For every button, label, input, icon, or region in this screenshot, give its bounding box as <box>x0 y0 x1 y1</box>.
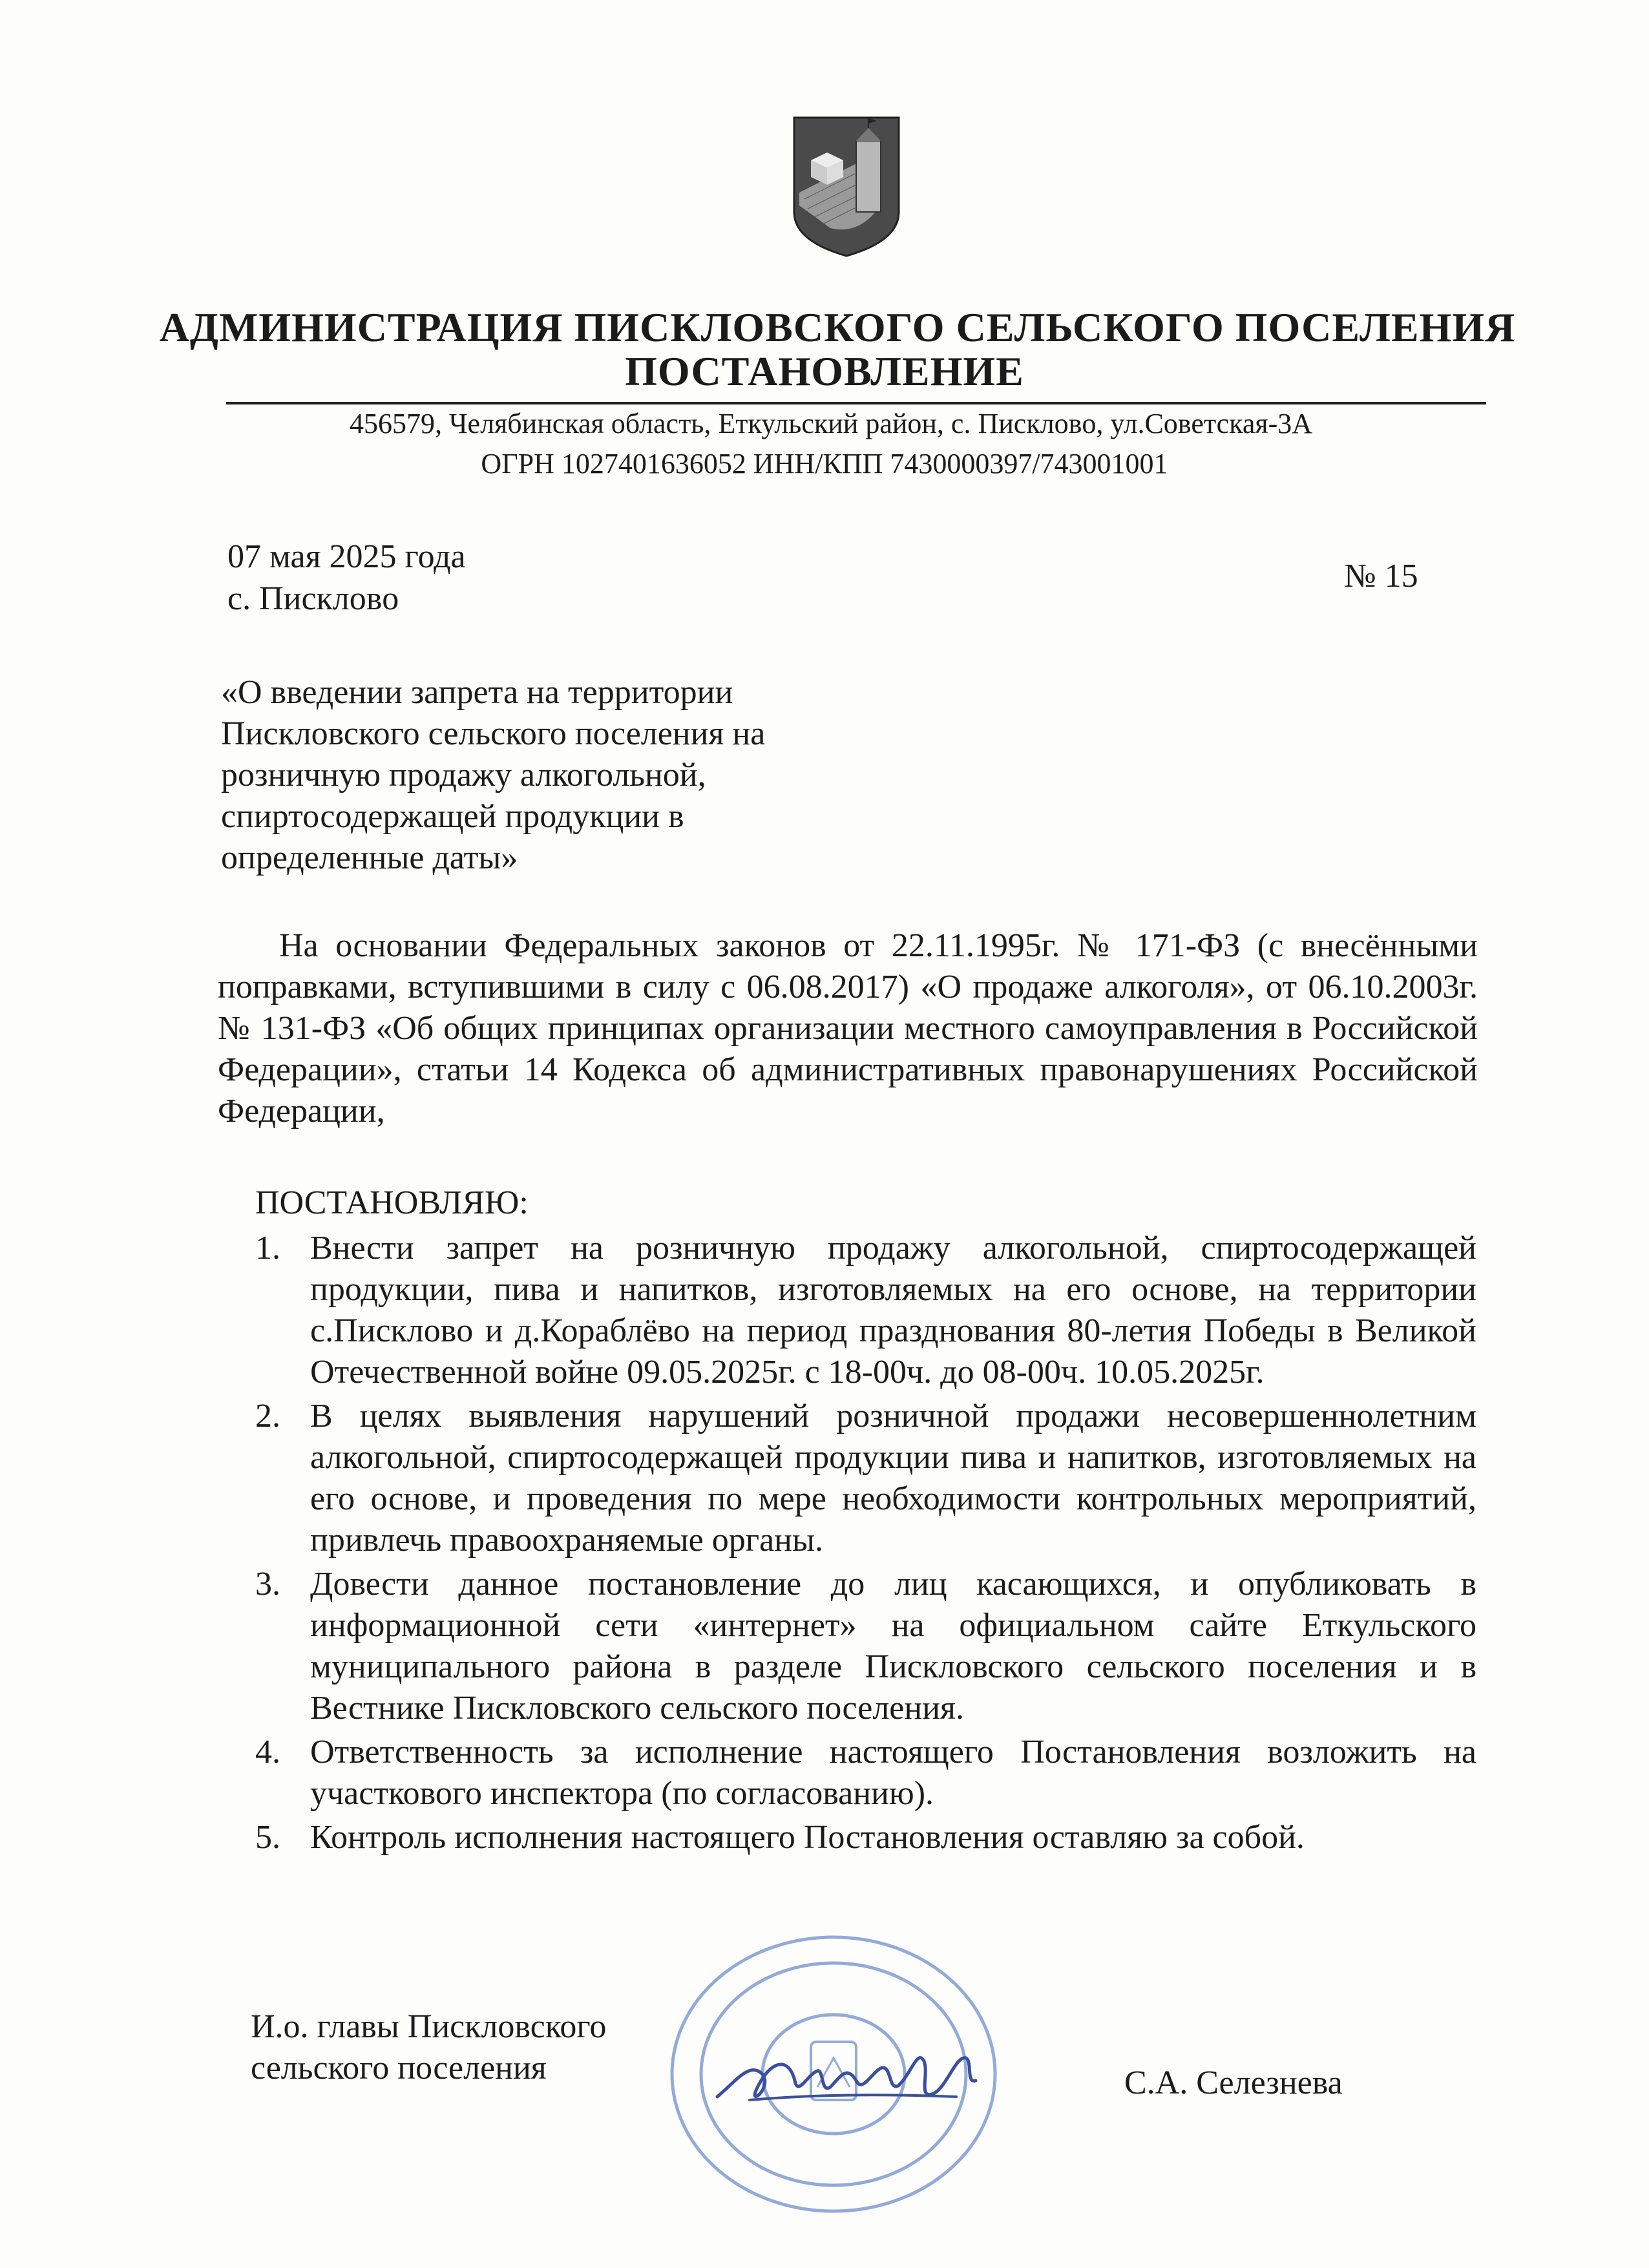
signatory-title-line2: сельского поселения <box>251 2050 547 2086</box>
item-number: 3. <box>255 1566 280 1602</box>
item-text: Контроль исполнения настоящего Постановления оставляю за собой. <box>310 1819 1305 1856</box>
signatory-name: С.А. Селезнева <box>1124 2064 1343 2101</box>
handwritten-signature-icon <box>711 2035 982 2126</box>
item-text: Внести запрет на розничную продажу алкогольной, спиртосодержащей продукции, пива и напитков, изготовляемых на его основе, на территории с.Пискловo и д.Кораблёво на период празднования 80-летия Победы в Великой Отечественной войне 09.05.2025г. с 18-00ч. до 08-00ч. 10.05.2025г. <box>310 1230 1476 1391</box>
list-item <box>255 1396 1476 1561</box>
decree-heading: ПОСТАНОВЛЯЮ: <box>255 1184 529 1221</box>
list-item <box>255 1228 1476 1393</box>
document-subject: «О введении запрета на территории Пискловского сельского поселения на розничную продажу алкогольной, спиртосодержащей продукции в определенные даты» <box>221 674 766 876</box>
address-line: 456579, Челябинская область, Еткульский район, с. Пискловo, ул.Советская-3А <box>349 408 1313 439</box>
item-number: 5. <box>255 1819 280 1856</box>
document-number: № 15 <box>1344 558 1418 594</box>
item-text: Ответственность за исполнение настоящего Постановления возложить на участкового инспектора (по согласованию). <box>310 1734 1476 1812</box>
document-date: 07 мая 2025 года <box>227 538 466 575</box>
document-type: ПОСТАНОВЛЕНИЕ <box>625 348 1024 394</box>
decree-items-list <box>255 1228 1476 1861</box>
document-place: с. Пискловo <box>227 580 399 617</box>
signatory-title-line1: И.о. главы Пискловского <box>251 2008 607 2045</box>
preamble-paragraph: На основании Федеральных законов от 22.11.1995г. № 171-ФЗ (с внесёнными поправками, вступившими в силу с 06.08.2017) «О продаже алкоголя», от 06.10.2003г. № 131-ФЗ «Об общих принципах организации местного самоуправления в Российской Федерации», статьи 14 Кодекса об административных правонарушениях Российской Федерации, <box>218 927 1478 1129</box>
registration-line: ОГРН 1027401636052 ИНН/КПП 7430000397/743001001 <box>481 448 1168 479</box>
item-number: 2. <box>255 1398 280 1434</box>
item-text: Довести данное постановление до лиц касающихся, и опубликовать в информационной сети «интернет» на официальном сайте Еткульского муниципального района в разделе Пискловского сельского поселения и в Вестнике Пискловского сельского поселения. <box>310 1566 1476 1727</box>
header-divider <box>226 402 1486 404</box>
organization-title: АДМИНИСТРАЦИЯ ПИСКЛОВСКОГО СЕЛЬСКОГО ПОСЕЛЕНИЯ <box>159 304 1516 350</box>
item-text: В целях выявления нарушений розничной продажи несовершеннолетним алкогольной, спиртосодержащей продукции пива и напитков, изготовляемых на его основе, и проведения по мере необходимости контрольных мероприятий, привлечь правоохраняемые органы. <box>310 1398 1476 1559</box>
list-item <box>255 1564 1476 1729</box>
item-number: 1. <box>255 1230 280 1266</box>
coat-of-arms-icon <box>792 115 901 258</box>
item-number: 4. <box>255 1734 280 1770</box>
list-item <box>255 1732 1476 1814</box>
list-item <box>255 1817 1476 1858</box>
